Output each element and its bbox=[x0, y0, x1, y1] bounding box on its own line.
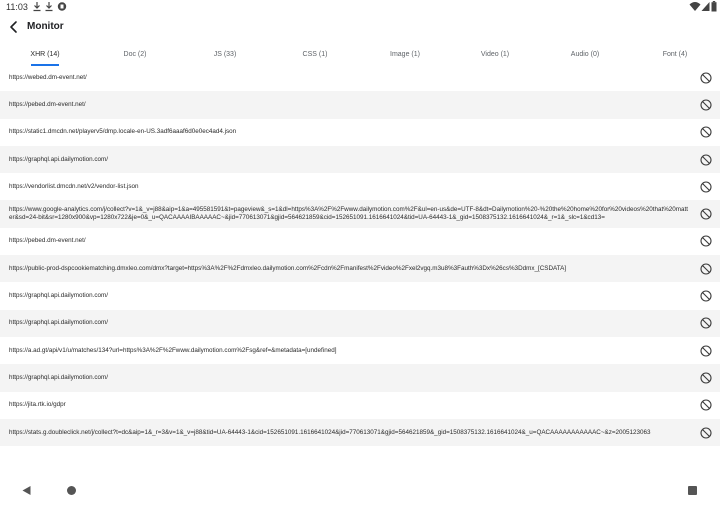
tab-doc[interactable] bbox=[90, 42, 180, 66]
request-url: https://graphql.api.dailymotion.com/ bbox=[9, 319, 109, 327]
app-notification-icon bbox=[57, 1, 67, 12]
block-icon[interactable] bbox=[700, 99, 712, 111]
battery-icon bbox=[711, 1, 717, 12]
app-bar bbox=[0, 14, 720, 42]
block-icon[interactable] bbox=[700, 290, 712, 302]
request-row[interactable] bbox=[0, 119, 720, 146]
block-icon[interactable] bbox=[700, 263, 712, 275]
tab-label: JS (33) bbox=[213, 50, 237, 58]
tab-label: CSS (1) bbox=[302, 50, 328, 58]
block-icon[interactable] bbox=[700, 372, 712, 384]
request-row[interactable] bbox=[0, 337, 720, 364]
request-url: https://pebed.dm-event.net/ bbox=[9, 100, 86, 108]
block-icon[interactable] bbox=[700, 317, 712, 329]
download-icon bbox=[44, 1, 54, 12]
request-url: https://static1.dmcdn.net/playerv5/dmp.locale-en-US.3adf6aaaf6d0e0ec4ad4.json bbox=[9, 128, 237, 136]
request-url: https://public-prod-dspcookiematching.dmxleo.com/dmx?target=https%3A%2F%2Fdmxleo.dailymotion.com%2Fcdn%2Fmanifest%2Fvideo%2Fxel2vgq.m3u8%3Fauth%3Dx%26cs%3Ddmx_[CSDATA] bbox=[9, 264, 567, 272]
cellular-icon bbox=[701, 1, 710, 12]
request-row[interactable] bbox=[0, 392, 720, 419]
request-url: https://stats.g.doubleclick.net/j/collect?t=dc&aip=1&_r=3&v=1&_v=j88&tid=UA-64443-1&cid=152651091.1616641024&jid=770613071&gjid=564621859&_gid=1508375132.1616641024&_u=QACAAAAAAAAAAAC~&z=2005123063 bbox=[9, 428, 651, 436]
request-row[interactable] bbox=[0, 173, 720, 200]
tab-label: Audio (0) bbox=[570, 50, 600, 58]
request-url: https://graphql.api.dailymotion.com/ bbox=[9, 373, 109, 381]
request-row[interactable] bbox=[0, 310, 720, 337]
block-icon[interactable] bbox=[700, 399, 712, 411]
block-icon[interactable] bbox=[700, 235, 712, 247]
tab-label: Font (4) bbox=[662, 50, 688, 58]
tab-label: Doc (2) bbox=[123, 50, 147, 58]
request-url: https://pebed.dm-event.net/ bbox=[9, 237, 86, 245]
arrow-back-icon[interactable] bbox=[7, 20, 21, 34]
tab-video[interactable] bbox=[450, 42, 540, 66]
request-row[interactable] bbox=[0, 364, 720, 391]
request-row[interactable] bbox=[0, 146, 720, 173]
nav-home-icon[interactable] bbox=[66, 485, 77, 496]
request-row[interactable] bbox=[0, 64, 720, 91]
tab-label: Image (1) bbox=[390, 50, 420, 58]
block-icon[interactable] bbox=[700, 126, 712, 138]
request-url: https://www.google-analytics.com/j/collect?v=1&_v=j88&aip=1&a=495581591&t=pageview&_s=1&dl=https%3A%2F%2Fwww.dailymotion.com%2F&ul=en-us&de=UTF-8&dt=Dailymotion%20-%20the%20home%20for%20videos%20that%20matter&sd=24-bit&sr=1280x900&vp=1280x722&je=0&_u=QACAAAAIBAAAAAC~&jid=770613071&gjid=564621859&cid=152651091.1616641024&tid=UA-64443-1&_gid=1508375132.1616641024&_r=1&_slc=1&cd13= bbox=[9, 206, 689, 222]
nav-back-icon[interactable] bbox=[21, 485, 32, 496]
tab-label: XHR (14) bbox=[30, 50, 60, 58]
request-url: https://a.ad.gt/api/v1/u/matches/134?url=https%3A%2F%2Fwww.dailymotion.com%2Fsg&ref=&metadata=[undefined] bbox=[9, 346, 337, 354]
nav-recents-icon[interactable] bbox=[687, 485, 698, 496]
block-icon[interactable] bbox=[700, 72, 712, 84]
tab-js[interactable] bbox=[180, 42, 270, 66]
block-icon[interactable] bbox=[700, 208, 712, 220]
navigation-bar bbox=[0, 478, 720, 506]
download-icon bbox=[32, 1, 42, 12]
request-url: https://graphql.api.dailymotion.com/ bbox=[9, 155, 109, 163]
request-list bbox=[0, 64, 720, 446]
tab-image[interactable] bbox=[360, 42, 450, 66]
status-time: 11:03 bbox=[6, 2, 28, 12]
block-icon[interactable] bbox=[700, 345, 712, 357]
tab-label: Video (1) bbox=[480, 50, 510, 58]
status-bar bbox=[0, 0, 720, 14]
block-icon[interactable] bbox=[700, 154, 712, 166]
tab-font[interactable] bbox=[630, 42, 720, 66]
request-row[interactable] bbox=[0, 200, 720, 227]
wifi-icon bbox=[689, 1, 701, 12]
request-row[interactable] bbox=[0, 228, 720, 255]
request-url: https://graphql.api.dailymotion.com/ bbox=[9, 292, 109, 300]
tab-xhr[interactable] bbox=[0, 42, 90, 66]
request-url: https://webed.dm-event.net/ bbox=[9, 73, 87, 81]
tab-audio[interactable] bbox=[540, 42, 630, 66]
request-row[interactable] bbox=[0, 255, 720, 282]
request-row[interactable] bbox=[0, 91, 720, 118]
request-row[interactable] bbox=[0, 419, 720, 446]
request-url: https://jita.rtk.io/gdpr bbox=[9, 401, 66, 409]
page-title: Monitor bbox=[27, 21, 64, 32]
block-icon[interactable] bbox=[700, 181, 712, 193]
request-url: https://vendorlist.dmcdn.net/v2/vendor-list.json bbox=[9, 182, 139, 190]
block-icon[interactable] bbox=[700, 427, 712, 439]
request-row[interactable] bbox=[0, 282, 720, 309]
tab-css[interactable] bbox=[270, 42, 360, 66]
